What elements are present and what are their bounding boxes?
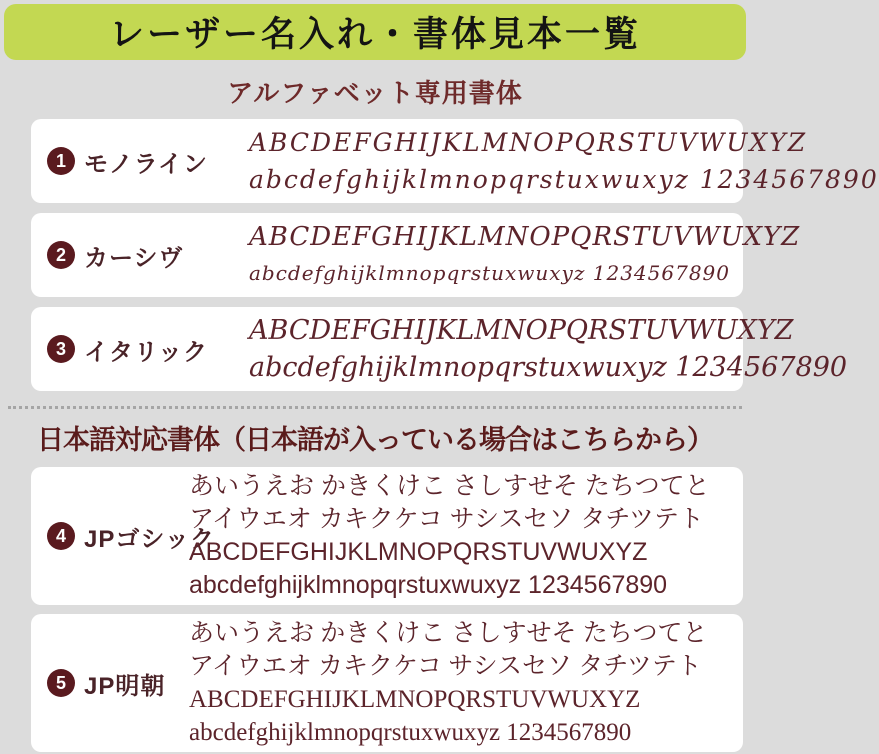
sample-line: ABCDEFGHIJKLMNOPQRSTUVWUXYZ — [249, 222, 801, 252]
font-row-label-zone — [31, 519, 215, 554]
font-sample-row — [31, 467, 743, 605]
font-name-label: イタリック — [84, 338, 209, 366]
sample-line: ABCDEFGHIJKLMNOPQRSTUVWUXYZ — [249, 315, 794, 346]
sample-line: abcdefghijklmnopqrstuxwuxyz 1234567890 — [189, 719, 632, 746]
sample-line: ABCDEFGHIJKLMNOPQRSTUVWUXYZ — [249, 128, 808, 157]
font-sample-sheet — [0, 4, 879, 754]
sample-line: あいうえお かきくけこ さしすせそ たちつてと — [189, 620, 708, 647]
sample-line: ABCDEFGHIJKLMNOPQRSTUVWUXYZ — [189, 538, 648, 566]
section-title-alphabet-fonts: アルファベット専用書体 — [227, 78, 523, 108]
font-sample-row — [31, 307, 848, 391]
sample-line: あいうえお かきくけこ さしすせそ たちつてと — [189, 472, 710, 500]
font-name-label: モノライン — [84, 150, 209, 178]
font-name-label: カーシヴ — [84, 244, 184, 272]
font-sample-text — [227, 124, 879, 198]
sample-line: abcdefghijklmnopqrstuxwuxyz 1234567890 — [249, 165, 879, 194]
japanese-fonts-list — [0, 467, 750, 752]
font-name-label: JPゴシック — [84, 525, 215, 553]
sample-line: abcdefghijklmnopqrstuxwuxyz 1234567890 — [189, 571, 668, 599]
row-number-badge: 2 — [47, 241, 75, 269]
sample-line: アイウエオ カキクケコ サシスセソ タチツテト — [189, 505, 704, 533]
page-title: レーザー名入れ・書体見本一覧 — [108, 15, 641, 54]
font-sample-row — [31, 119, 879, 203]
font-sample-row — [31, 614, 743, 752]
sample-line: ABCDEFGHIJKLMNOPQRSTUVWUXYZ — [189, 686, 641, 713]
sample-line: abcdefghijklmnopqrstuxwuxyz 1234567890 — [249, 352, 848, 383]
alphabet-fonts-list — [0, 119, 879, 391]
font-sample-text — [189, 617, 743, 749]
row-number-badge: 1 — [47, 147, 75, 175]
font-row-label-zone — [31, 666, 189, 701]
sample-line: abcdefghijklmnopqrstuxwuxyz 1234567890 — [249, 261, 730, 285]
sample-line: アイウエオ カキクケコ サシスセソ タチツテト — [189, 653, 702, 680]
font-row-label-zone — [31, 238, 227, 273]
font-sample-row — [31, 213, 801, 297]
font-sample-text — [227, 312, 847, 386]
row-number-badge: 5 — [47, 669, 75, 697]
font-name-label: JP明朝 — [84, 672, 166, 700]
section-title-japanese-fonts: 日本語対応書体（日本語が入っている場合はこちらから） — [37, 425, 713, 455]
row-number-badge: 3 — [47, 335, 75, 363]
row-number-badge: 4 — [47, 522, 75, 550]
font-row-label-zone — [31, 144, 227, 179]
font-row-label-zone — [31, 332, 227, 367]
font-sample-text — [227, 219, 800, 291]
dotted-divider — [8, 406, 742, 409]
font-sample-text — [189, 470, 743, 602]
page-title-banner — [4, 4, 746, 60]
